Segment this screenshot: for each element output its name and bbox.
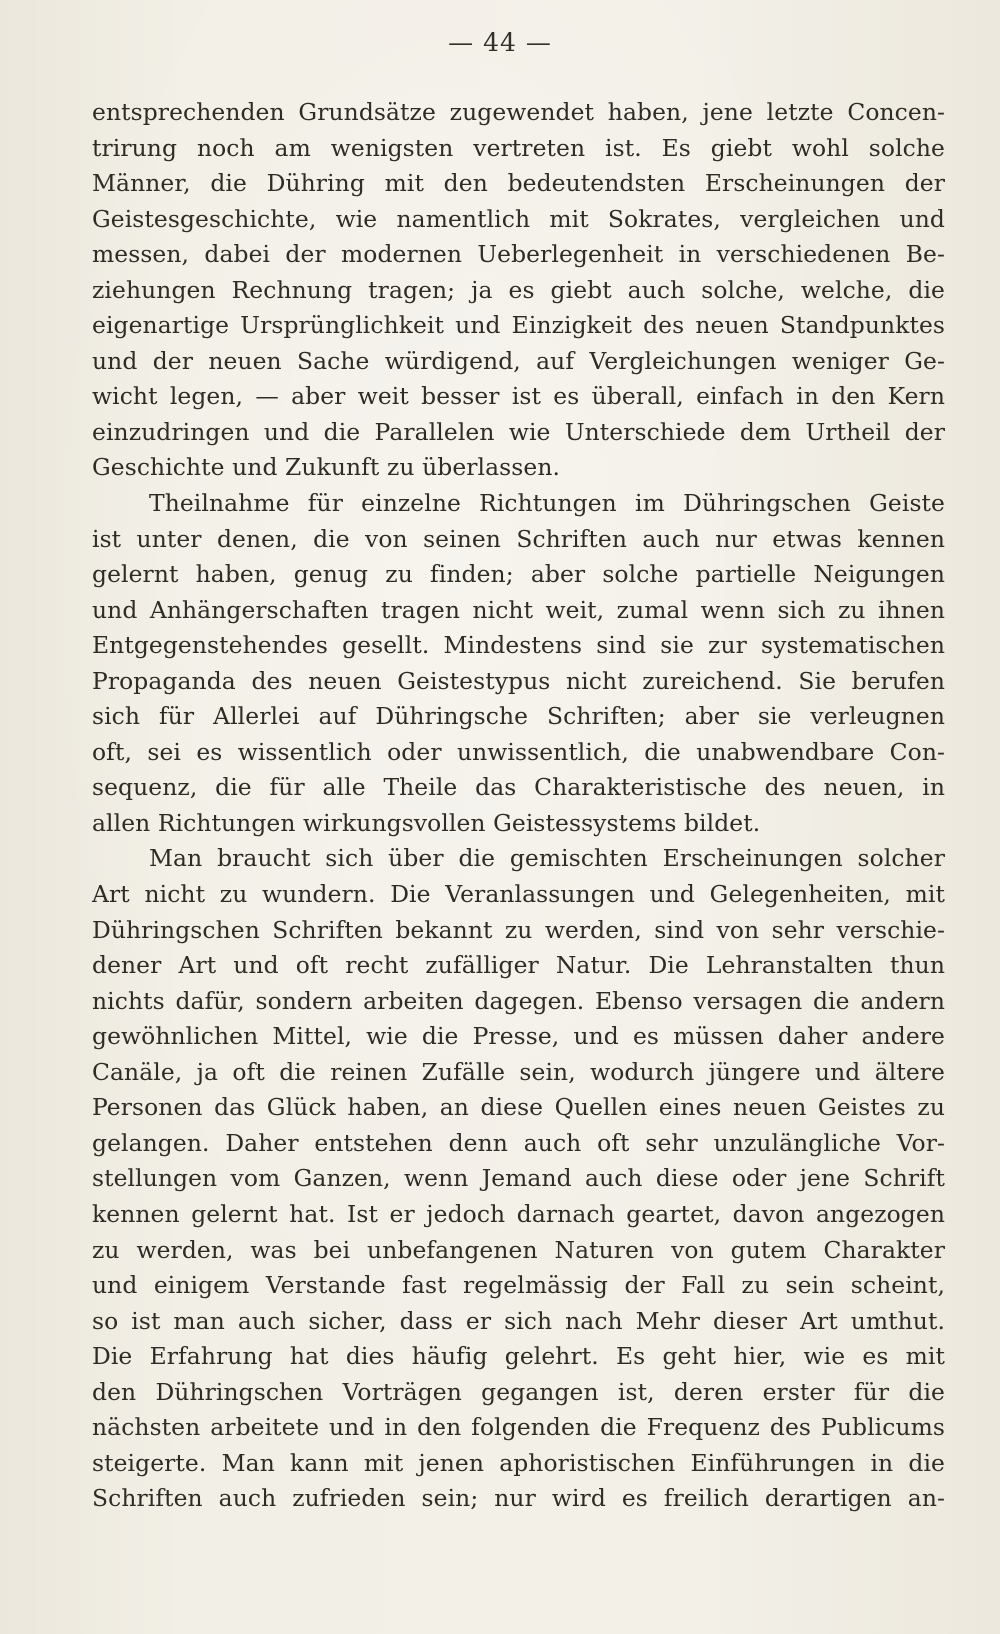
text-line: Canäle, ja oft die reinen Zufälle sein, wodurch jüngere und ältere [92,1057,945,1086]
text-line: gewöhnlichen Mittel, wie die Presse, und es müssen daher andere [92,1022,945,1051]
text-line: Schriften auch zufrieden sein; nur wird es freilich derartigen an- [92,1484,945,1513]
text-line: den Dühringschen Vorträgen gegangen ist, deren erster für die [92,1377,945,1406]
text-line: Dühringschen Schriften bekannt zu werden, sind von sehr verschie- [92,915,945,944]
text-line: und einigem Verstande fast regelmässig der Fall zu sein scheint, [92,1271,945,1300]
text-line: ziehungen Rechnung tragen; ja es giebt auch solche, welche, die [92,275,945,304]
text-line: zu werden, was bei unbefangenen Naturen von gutem Charakter [92,1235,945,1264]
text-line: ist unter denen, die von seinen Schriften auch nur etwas kennen [92,524,945,553]
text-line: steigerte. Man kann mit jenen aphoristischen Einführungen in die [92,1448,945,1477]
text-line: einzudringen und die Parallelen wie Unterschiede dem Urtheil der [92,417,945,446]
text-line: trirung noch am wenigsten vertreten ist. Es giebt wohl solche [92,133,945,162]
text-line: entsprechenden Grundsätze zugewendet haben, jene letzte Concen- [92,98,945,126]
text-line: sequenz, die für alle Theile das Charakteristische des neuen, in [92,773,945,802]
text-line: Art nicht zu wundern. Die Veranlassungen und Gelegenheiten, mit [92,880,945,909]
text-line: Propaganda des neuen Geistestypus nicht zureichend. Sie berufen [92,666,945,695]
text-line: Die Erfahrung hat dies häufig gelehrt. Es geht hier, wie es mit [92,1342,945,1371]
body-text [92,95,945,1517]
text-line: Man braucht sich über die gemischten Erscheinungen solcher [149,844,945,873]
text-line: stellungen vom Ganzen, wenn Jemand auch diese oder jene Schrift [92,1164,945,1193]
text-line: sich für Allerlei auf Dühringsche Schriften; aber sie verleugnen [92,702,945,731]
text-line: dener Art und oft recht zufälliger Natur. Die Lehranstalten thun [92,951,945,980]
text-line: wicht legen, — aber weit besser ist es überall, einfach in den Kern [92,382,945,411]
text-line: Männer, die Dühring mit den bedeutendsten Erscheinungen der [92,169,945,198]
text-line: messen, dabei der modernen Ueberlegenheit in verschiedenen Be- [92,240,945,269]
text-line: gelangen. Daher entstehen denn auch oft sehr unzulängliche Vor- [92,1128,945,1157]
text-line: Personen das Glück haben, an diese Quellen eines neuen Geistes zu [92,1093,945,1122]
text-line: eigenartige Ursprünglichkeit und Einzigkeit des neuen Standpunktes [92,311,945,340]
text-line: Theilnahme für einzelne Richtungen im Dühringschen Geiste [149,489,945,518]
text-line: Entgegenstehendes gesellt. Mindestens sind sie zur systematischen [92,631,945,660]
text-line: gelernt haben, genug zu finden; aber solche partielle Neigungen [92,560,945,589]
text-line: Geistesgeschichte, wie namentlich mit Sokrates, vergleichen und [92,204,945,233]
text-line: und Anhängerschaften tragen nicht weit, zumal wenn sich zu ihnen [92,595,945,624]
text-line: nächsten arbeitete und in den folgenden die Frequenz des Publicums [92,1413,945,1442]
text-line: allen Richtungen wirkungsvollen Geistessystems bildet. [92,808,761,837]
text-line: so ist man auch sicher, dass er sich nach Mehr dieser Art umthut. [92,1306,945,1335]
text-line: Geschichte und Zukunft zu überlassen. [92,453,561,482]
text-line: kennen gelernt hat. Ist er jedoch darnach geartet, davon angezogen [92,1199,945,1228]
text-line: nichts dafür, sondern arbeiten dagegen. Ebenso versagen die andern [92,986,945,1015]
text-line: und der neuen Sache würdigend, auf Vergleichungen weniger Ge- [92,346,945,375]
page-number: — 44 — [448,28,552,57]
text-line: oft, sei es wissentlich oder unwissentlich, die unabwendbare Con- [92,737,945,766]
